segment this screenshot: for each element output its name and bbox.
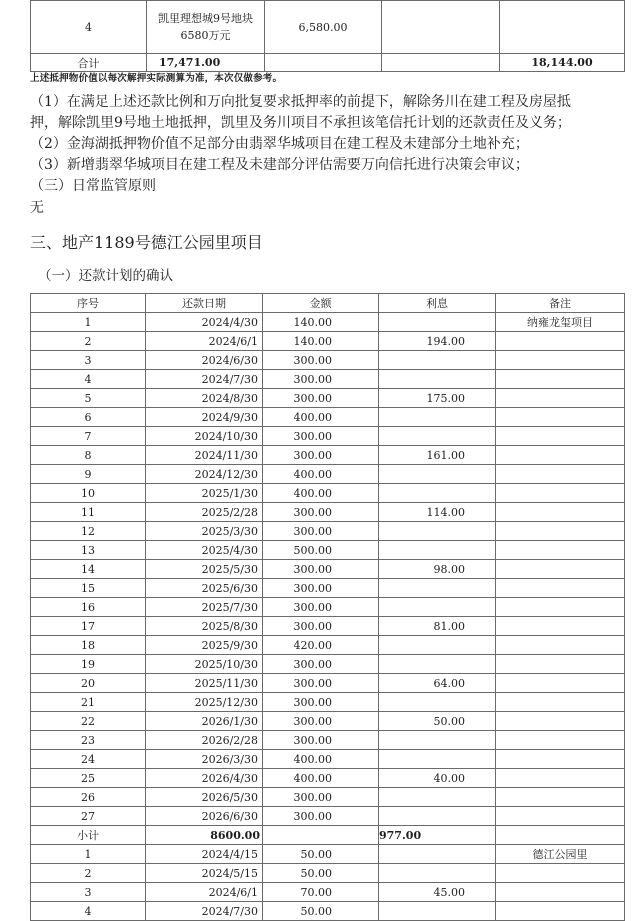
row-number: 26 [31, 788, 146, 807]
total-value-2: 18,144.00 [500, 54, 625, 72]
repayment-amount: 140.00 [263, 313, 379, 332]
table-row [31, 351, 625, 370]
row-number: 14 [31, 560, 146, 579]
repayment-amount: 300.00 [263, 389, 379, 408]
repayment-date: 2025/2/28 [146, 503, 263, 522]
interest-amount [379, 522, 496, 541]
interest-amount [379, 427, 496, 446]
header-date: 还款日期 [146, 294, 263, 313]
repayment-amount: 300.00 [263, 579, 379, 598]
repayment-date: 2025/9/30 [146, 636, 263, 655]
remark [496, 807, 625, 826]
row-number: 20 [31, 674, 146, 693]
row-number: 2 [31, 332, 146, 351]
remark: 德江公园里 [496, 845, 625, 864]
row-number: 15 [31, 579, 146, 598]
row-number: 1 [31, 845, 146, 864]
repayment-amount: 50.00 [263, 864, 379, 883]
interest-amount [379, 864, 496, 883]
repayment-amount: 300.00 [263, 712, 379, 731]
row-number: 4 [31, 370, 146, 389]
row-number: 22 [31, 712, 146, 731]
header-interest: 利息 [379, 294, 496, 313]
row-number: 7 [31, 427, 146, 446]
remark [496, 446, 625, 465]
remark [496, 693, 625, 712]
repayment-amount: 50.00 [263, 845, 379, 864]
row-number: 19 [31, 655, 146, 674]
repayment-amount: 300.00 [263, 522, 379, 541]
remark [496, 579, 625, 598]
repayment-date: 2024/7/30 [146, 370, 263, 389]
row-number: 10 [31, 484, 146, 503]
repayment-date: 2024/11/30 [146, 446, 263, 465]
interest-amount [379, 788, 496, 807]
row-number: 18 [31, 636, 146, 655]
repayment-date: 2024/4/15 [146, 845, 263, 864]
collateral-name [147, 1, 265, 54]
interest-amount [379, 655, 496, 674]
table-row [31, 465, 625, 484]
remark [496, 332, 625, 351]
repayment-amount: 400.00 [263, 750, 379, 769]
repayment-date: 2026/1/30 [146, 712, 263, 731]
repayment-amount: 140.00 [263, 332, 379, 351]
repayment-date: 2025/1/30 [146, 484, 263, 503]
remark [496, 617, 625, 636]
subtotal-label: 小计 [31, 826, 146, 845]
table-row [31, 807, 625, 826]
table-row [31, 617, 625, 636]
repayment-date: 2024/4/30 [146, 313, 263, 332]
repayment-date: 2024/6/1 [146, 883, 263, 902]
interest-amount [379, 845, 496, 864]
row-number: 16 [31, 598, 146, 617]
interest-amount: 114.00 [379, 503, 496, 522]
table-row [31, 598, 625, 617]
paragraph-1-line-2: 押，解除凯里9号地土地抵押，凯里及务川项目不承担该笔信托计划的还款责任及义务； [30, 115, 571, 131]
none-text: 无 [30, 200, 44, 216]
interest-amount [379, 598, 496, 617]
remark [496, 883, 625, 902]
repayment-date: 2024/12/30 [146, 465, 263, 484]
collateral-name-line2: 6580万元 [180, 29, 231, 42]
table-row [31, 541, 625, 560]
repayment-date: 2026/5/30 [146, 788, 263, 807]
remark [496, 465, 625, 484]
row-number: 8 [31, 446, 146, 465]
paragraph-2: （2）金海湖抵押物价值不足部分由翡翠华城项目在建工程及未建部分土地补充； [30, 136, 529, 152]
table-row [31, 446, 625, 465]
empty-cell [382, 54, 500, 72]
row-number: 27 [31, 807, 146, 826]
row-number: 17 [31, 617, 146, 636]
interest-amount [379, 693, 496, 712]
repayment-amount: 300.00 [263, 503, 379, 522]
interest-amount [379, 484, 496, 503]
remark [496, 598, 625, 617]
table-row [31, 484, 625, 503]
remark [496, 769, 625, 788]
table-row [31, 560, 625, 579]
table-row [31, 332, 625, 351]
table-row [31, 408, 625, 427]
repayment-date: 2024/9/30 [146, 408, 263, 427]
row-number: 23 [31, 731, 146, 750]
repayment-amount: 400.00 [263, 484, 379, 503]
remark [496, 902, 625, 921]
remark [496, 351, 625, 370]
row-number: 12 [31, 522, 146, 541]
repayment-amount: 300.00 [263, 351, 379, 370]
remark [496, 674, 625, 693]
row-number: 4 [31, 1, 147, 54]
paragraph-3: （3）新增翡翠华城项目在建工程及未建部分评估需要万向信托进行决策会审议； [30, 157, 529, 173]
repayment-date: 2024/6/30 [146, 351, 263, 370]
remark [496, 389, 625, 408]
total-label: 合计 [31, 54, 147, 72]
row-number: 2 [31, 864, 146, 883]
table-row [31, 883, 625, 902]
repayment-amount: 300.00 [263, 446, 379, 465]
collateral-table [30, 0, 625, 72]
row-number: 1 [31, 313, 146, 332]
remark [496, 636, 625, 655]
interest-amount: 175.00 [379, 389, 496, 408]
row-number: 5 [31, 389, 146, 408]
repayment-amount: 300.00 [263, 598, 379, 617]
interest-amount [379, 636, 496, 655]
repayment-date: 2024/10/30 [146, 427, 263, 446]
interest-amount: 194.00 [379, 332, 496, 351]
repayment-amount: 300.00 [263, 655, 379, 674]
empty-cell [500, 1, 625, 54]
remark [496, 427, 625, 446]
repayment-amount: 300.00 [263, 693, 379, 712]
table-row [31, 579, 625, 598]
remark [496, 541, 625, 560]
table-row [31, 427, 625, 446]
table-row [31, 902, 625, 921]
repayment-amount: 400.00 [263, 769, 379, 788]
repayment-schedule-table [30, 293, 625, 921]
repayment-date: 2025/7/30 [146, 598, 263, 617]
row-number: 3 [31, 351, 146, 370]
empty-cell [496, 826, 625, 845]
repayment-date: 2025/5/30 [146, 560, 263, 579]
repayment-date: 2024/7/30 [146, 902, 263, 921]
repayment-date: 2026/3/30 [146, 750, 263, 769]
table-row [31, 674, 625, 693]
collateral-name-line1: 凯里理想城9号地块 [158, 12, 253, 25]
row-number: 25 [31, 769, 146, 788]
repayment-date: 2025/6/30 [146, 579, 263, 598]
row-number: 6 [31, 408, 146, 427]
row-number: 21 [31, 693, 146, 712]
total-value-1: 17,471.00 [147, 54, 265, 72]
table-row [31, 712, 625, 731]
empty-cell [265, 54, 382, 72]
interest-amount [379, 370, 496, 389]
repayment-date: 2025/8/30 [146, 617, 263, 636]
interest-amount [379, 313, 496, 332]
repayment-date: 2026/4/30 [146, 769, 263, 788]
total-row [31, 54, 625, 72]
repayment-date: 2025/12/30 [146, 693, 263, 712]
remark [496, 408, 625, 427]
repayment-amount: 400.00 [263, 465, 379, 484]
empty-cell [382, 1, 500, 54]
repayment-amount: 300.00 [263, 674, 379, 693]
repayment-date: 2025/4/30 [146, 541, 263, 560]
section-title: 三、地产1189号德江公园里项目 [30, 233, 263, 252]
table-row [31, 769, 625, 788]
table-row [31, 1, 625, 54]
interest-amount: 64.00 [379, 674, 496, 693]
interest-amount [379, 541, 496, 560]
valuation-note: 上述抵押物价值以每次解押实际测算为准，本次仅做参考。 [30, 73, 283, 84]
remark [496, 503, 625, 522]
interest-amount: 81.00 [379, 617, 496, 636]
row-number: 24 [31, 750, 146, 769]
table-row [31, 389, 625, 408]
interest-amount [379, 465, 496, 484]
interest-amount [379, 579, 496, 598]
repayment-amount: 70.00 [263, 883, 379, 902]
repayment-amount: 500.00 [263, 541, 379, 560]
repayment-amount: 420.00 [263, 636, 379, 655]
row-number: 4 [31, 902, 146, 921]
interest-amount [379, 408, 496, 427]
table-row [31, 788, 625, 807]
repayment-amount: 300.00 [263, 807, 379, 826]
remark [496, 484, 625, 503]
table-row [31, 636, 625, 655]
header-row [31, 294, 625, 313]
interest-amount: 40.00 [379, 769, 496, 788]
table-row [31, 655, 625, 674]
row-number: 11 [31, 503, 146, 522]
interest-amount [379, 731, 496, 750]
repayment-date: 2025/10/30 [146, 655, 263, 674]
header-no: 序号 [31, 294, 146, 313]
repayment-amount: 300.00 [263, 617, 379, 636]
repayment-amount: 300.00 [263, 427, 379, 446]
repayment-amount: 300.00 [263, 370, 379, 389]
interest-amount [379, 750, 496, 769]
subsection-title: （一）还款计划的确认 [38, 268, 173, 284]
table-row [31, 693, 625, 712]
remark [496, 655, 625, 674]
remark [496, 712, 625, 731]
empty-cell [263, 826, 379, 845]
repayment-amount: 300.00 [263, 731, 379, 750]
table-row [31, 522, 625, 541]
remark: 纳雍龙玺项目 [496, 313, 625, 332]
repayment-date: 2026/6/30 [146, 807, 263, 826]
repayment-amount: 400.00 [263, 408, 379, 427]
interest-amount [379, 902, 496, 921]
interest-amount [379, 807, 496, 826]
repayment-date: 2024/8/30 [146, 389, 263, 408]
repayment-date: 2025/11/30 [146, 674, 263, 693]
remark [496, 370, 625, 389]
interest-amount: 98.00 [379, 560, 496, 579]
row-number: 3 [31, 883, 146, 902]
table-row [31, 845, 625, 864]
header-remark: 备注 [496, 294, 625, 313]
repayment-amount: 300.00 [263, 788, 379, 807]
repayment-amount: 50.00 [263, 902, 379, 921]
remark [496, 731, 625, 750]
repayment-date: 2026/2/28 [146, 731, 263, 750]
remark [496, 788, 625, 807]
remark [496, 522, 625, 541]
interest-amount: 161.00 [379, 446, 496, 465]
repayment-date: 2025/3/30 [146, 522, 263, 541]
paragraph-4-heading: （三）日常监管原则 [30, 178, 156, 194]
remark [496, 864, 625, 883]
paragraph-1-line-1: （1）在满足上述还款比例和万向批复要求抵押率的前提下，解除务川在建工程及房屋抵 [30, 94, 571, 110]
subtotal-interest: 977.00 [379, 826, 496, 845]
repayment-date: 2024/5/15 [146, 864, 263, 883]
subtotal-row [31, 826, 625, 845]
interest-amount [379, 351, 496, 370]
interest-amount: 50.00 [379, 712, 496, 731]
remark [496, 750, 625, 769]
table-row [31, 313, 625, 332]
table-row [31, 750, 625, 769]
table-row [31, 370, 625, 389]
table-row [31, 864, 625, 883]
remark [496, 560, 625, 579]
table-row [31, 731, 625, 750]
row-number: 9 [31, 465, 146, 484]
collateral-value: 6,580.00 [265, 1, 382, 54]
repayment-amount: 300.00 [263, 560, 379, 579]
header-amount: 金额 [263, 294, 379, 313]
subtotal-amount: 8600.00 [146, 826, 263, 845]
table-row [31, 503, 625, 522]
row-number: 13 [31, 541, 146, 560]
interest-amount: 45.00 [379, 883, 496, 902]
repayment-date: 2024/6/1 [146, 332, 263, 351]
